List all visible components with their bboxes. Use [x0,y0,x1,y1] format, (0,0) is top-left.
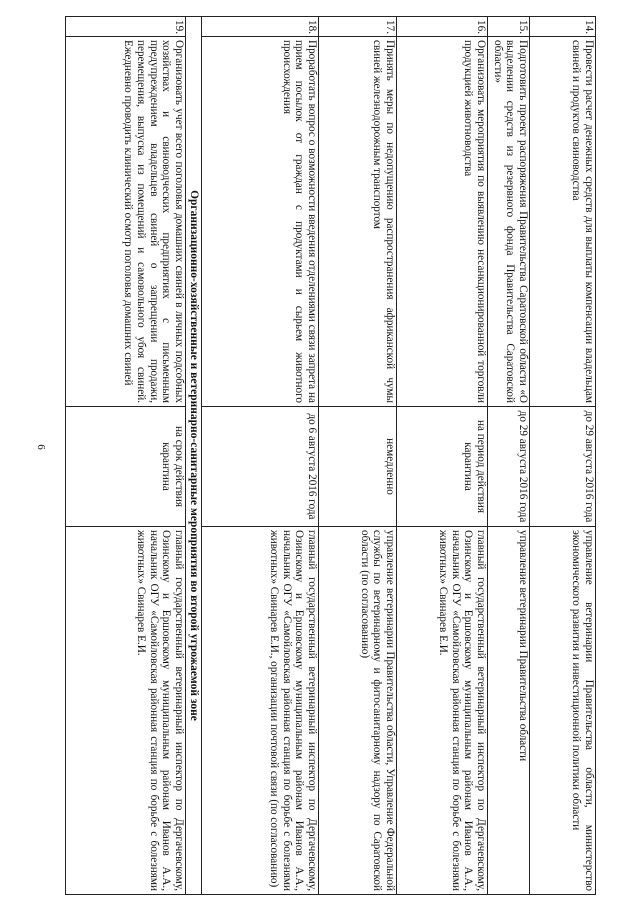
term-cell: до 29 августа 2016 года [488,407,530,527]
responsible-cell: управление ветеринарии Правительства области, министерство экономического развития и инвестиционной политики области [530,527,596,895]
table-row [319,17,397,895]
term-cell: до 29 августа 2016 года [530,407,596,527]
responsible-cell: управление ветеринарии Правительства области [488,527,530,895]
table-row [202,17,319,895]
row-number: 15. [488,17,530,37]
task-cell: Организовать мероприятия по выявлению несанкционированной торговли продукцией животноводства [397,37,488,407]
task-cell: Проработать вопрос о возможности введения отделениями связи запрета на прием посылок от граждан с продуктами и сырьем животного происхождения [202,37,319,407]
page-number: 6 [34,444,47,450]
term-cell: на период действия карантина [397,407,488,527]
task-cell: Организовать учет всего поголовья домашних свиней в личных подсобных хозяйствах и свиноводческих предприятиях с письменным предупреждением владельцев свиней о запрещении продажи, перемещения, выпуска из помещений и самовольного убоя свиней. Ежедневно проводить клинический осмотр поголовья домашних свиней [66,37,186,407]
row-number: 14. [530,17,596,37]
term-cell: немедленно [319,407,397,527]
section-title: Организационно-хозяйственные и ветеринарно-санитарные мероприятия во второй угрожаемой зоне [186,17,202,895]
responsible-cell: главный государственный ветеринарный инспектор по Дергачевскому, Озинскому и Ершовскому муниципальным районам Иванов А.А., начальник ОГУ «Самойловская районная станция по борьбе с болезнями животных» Свинарев Е.И. [397,527,488,895]
task-cell: Провести расчет денежных средств для выплаты компенсации владельцам свиней и продуктов свиноводства [530,37,596,407]
table-row [66,17,186,895]
row-number: 17. [319,17,397,37]
task-cell: Принять меры по недопущению распространения африканской чумы свиней железнодорожным транспортом [319,37,397,407]
measures-table [65,16,596,895]
table-row [397,17,488,895]
row-number: 18. [202,17,319,37]
term-cell: на срок действия карантина [66,407,186,527]
table-row [530,17,596,895]
task-cell: Подготовить проект распоряжения Правительства Саратовской области «О выделении средств из резервного фонда Правительства Саратовской области» [488,37,530,407]
responsible-cell: главный государственный ветеринарный инспектор по Дергачевскому, Озинскому и Ершовскому муниципальным районам Иванов А.А., начальник ОГУ «Самойловская районная станция по борьбе с болезнями животных» Свинарев Е.И. [66,527,186,895]
section-header-row [186,17,202,895]
row-number: 19. [66,17,186,37]
term-cell: до 6 августа 2016 года [202,407,319,527]
row-number: 16. [397,17,488,37]
rotated-table-wrapper [65,16,596,894]
table-row [488,17,530,895]
responsible-cell: управление ветеринарии Правительства области, Управление Федеральной службы по ветеринарному и фитосанитарному надзору по Саратовской области (по согласованию) [319,527,397,895]
responsible-cell: главный государственный ветеринарный инспектор по Дергачевскому, Озинскому и Ершовскому муниципальным районам Иванов А.А., начальник ОГУ «Самойловская районная станция по борьбе с болезнями животных» Свинарев Е.И., организации почтовой связи (по согласованию) [202,527,319,895]
